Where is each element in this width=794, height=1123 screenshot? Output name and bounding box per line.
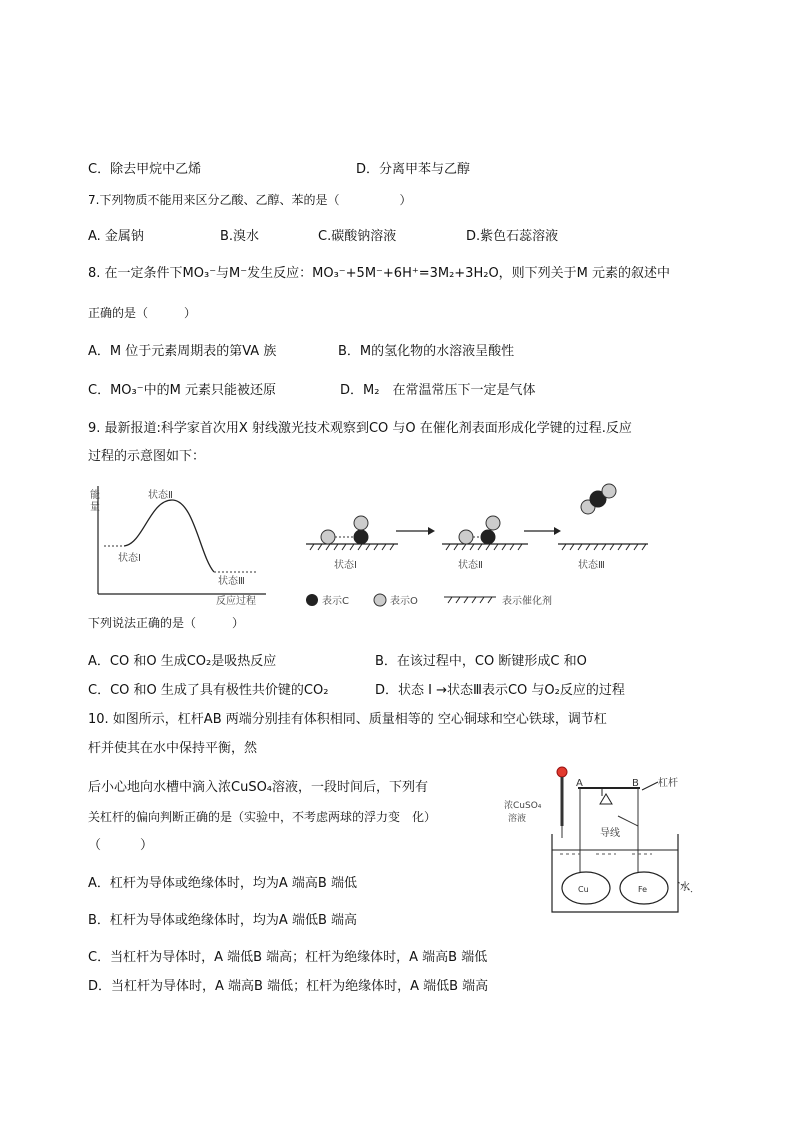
oxygen-atom <box>459 530 473 544</box>
x-axis-label: 反应过程 <box>216 596 256 607</box>
oxygen-atom <box>602 484 616 498</box>
state1-surface <box>306 516 398 571</box>
q6-option-c: C．除去甲烷中乙烯 <box>88 162 202 177</box>
solution-label-2: 溶液 <box>508 814 527 824</box>
q7-option-c: C.碳酸钠溶液 <box>318 229 397 244</box>
q7-stem: 7.下列物质不能用来区分乙酸、乙醇、苯的是（ ） <box>88 193 412 207</box>
q10-stem-line3: 后小心地向水槽中滴入浓CuSO₄溶液，一段时间后，下列有 <box>88 780 429 795</box>
q8-option-b: B．M的氢化物的水溶液呈酸性 <box>338 344 515 359</box>
carbon-atom <box>354 530 368 544</box>
q7-option-d: D.紫色石蕊溶液 <box>466 229 559 244</box>
oxygen-atom <box>354 516 368 530</box>
q10-lever-diagram <box>500 764 700 914</box>
q9-option-a: A．CO 和O 生成CO₂是吸热反应 <box>88 654 277 669</box>
q8-stem-line2: 正确的是（ ） <box>88 306 197 320</box>
carbon-atom <box>481 530 495 544</box>
q10-stem-line1: 10. 如图所示，杠杆AB 两端分别挂有体积相同、质量相等的 空心铜球和空心铁球，调节杠 <box>88 712 607 727</box>
q10-option-c: C．当杠杆为导体时，A 端低B 端高；杠杆为绝缘体时，A 端高B 端低 <box>88 950 488 965</box>
q9-stem-line2: 过程的示意图如下： <box>88 449 206 464</box>
q10-stem-line4: 关杠杆的偏向判断正确的是（实验中，不考虑两球的浮力变 化） <box>88 810 437 824</box>
q8-option-d: D．M₂ 在常温常压下一定是气体 <box>340 383 536 398</box>
q9-option-b: B．在该过程中，CO 断键形成C 和O <box>375 654 587 669</box>
fulcrum-icon <box>600 788 612 804</box>
q8-option-a: A．M 位于元素周期表的第VA 族 <box>88 344 277 359</box>
solution-label-1: 浓CuSO₄ <box>504 801 542 811</box>
q10-option-b: B．杠杆为导体或绝缘体时，均为A 端低B 端高 <box>88 913 357 928</box>
graph-state2-label: 状态Ⅱ <box>148 490 173 501</box>
state3-surface <box>558 484 648 571</box>
q9-reaction-diagram <box>88 476 668 616</box>
q7-option-b: B.溴水 <box>220 229 260 244</box>
oxygen-atom <box>321 530 335 544</box>
end-b-label: B <box>632 778 639 789</box>
q7-option-a: A. 金属钠 <box>88 229 144 244</box>
dropper-bulb-icon <box>557 767 567 777</box>
q9-option-d: D．状态 I →状态Ⅲ表示CO 与O₂反应的过程 <box>375 683 625 698</box>
state3-caption: 状态Ⅲ <box>578 560 605 571</box>
q6-option-d: D．分离甲苯与乙醇 <box>356 162 471 177</box>
legend-carbon-label: 表示C <box>322 596 349 607</box>
catalyst-legend-icon <box>448 597 492 603</box>
lever-label: 杠杆 <box>658 778 678 789</box>
oxygen-atom <box>486 516 500 530</box>
q9-prompt: 下列说法正确的是（ ） <box>88 616 245 630</box>
legend-catalyst-label: 表示催化剂 <box>502 596 552 607</box>
water-label: 水 <box>680 882 690 893</box>
state1-caption: 状态Ⅰ <box>334 560 357 571</box>
iron-ball-label: Fe <box>638 885 648 894</box>
y-axis-label-2: 量 <box>90 502 100 513</box>
oxygen-legend-icon <box>374 594 386 606</box>
q9-stem-line1: 9. 最新报道:科学家首次用X 射线激光技术观察到CO 与O 在催化剂表面形成化学键的过程.反应 <box>88 421 632 436</box>
energy-profile-graph <box>90 486 266 607</box>
carbon-legend-icon <box>306 594 318 606</box>
q9-option-c: C．CO 和O 生成了具有极性共价键的CO₂ <box>88 683 329 698</box>
legend-oxygen-label: 表示O <box>390 596 418 607</box>
graph-state3-label: 状态Ⅲ <box>218 576 245 587</box>
diagram-legend <box>306 594 552 607</box>
q8-stem-line1: 8. 在一定条件下MO₃⁻与M⁻发生反应：MO₃⁻+5M⁻+6H⁺=3M₂+3H₂O，则下列关于M 元素的叙述中 <box>88 266 671 281</box>
end-a-label: A <box>576 778 583 789</box>
q10-stem-line5: （ ） <box>88 838 154 853</box>
state2-caption: 状态Ⅱ <box>458 560 483 571</box>
copper-ball-label: Cu <box>578 885 589 894</box>
q10-stem-line2: 杆并使其在水中保持平衡，然 <box>88 741 258 756</box>
graph-state1-label: 状态Ⅰ <box>118 553 141 564</box>
wire-label: 导线 <box>600 828 620 839</box>
q10-option-a: A．杠杆为导体或绝缘体时，均为A 端高B 端低 <box>88 876 357 891</box>
state2-surface <box>442 516 528 571</box>
q8-option-c: C．MO₃⁻中的M 元素只能被还原 <box>88 383 276 398</box>
q10-option-d: D．当杠杆为导体时，A 端高B 端低；杠杆为绝缘体时，A 端低B 端高 <box>88 979 489 994</box>
y-axis-label-1: 能 <box>90 490 100 501</box>
